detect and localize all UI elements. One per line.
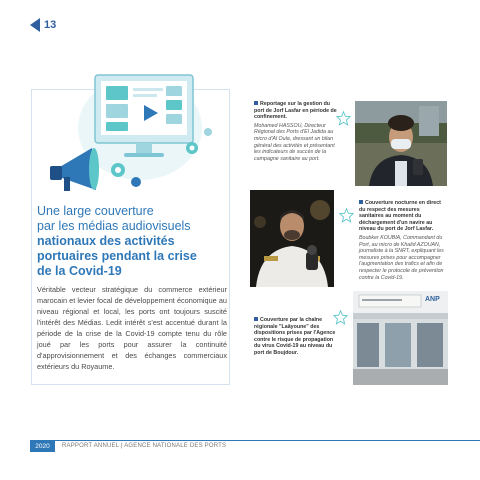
bullet-square-icon xyxy=(359,200,363,204)
page-number-marker xyxy=(30,18,56,32)
photo-director-interview xyxy=(355,101,447,186)
title-line-5: de la Covid-19 xyxy=(37,264,122,278)
caption-2-description: Boubker KOUBIA, Commandant du Port, au micro de Khalid AZOUAN, journaliste à la SNRT, expliquant les mesures prises pour accompagner l'augmentation des trafics et afin de respecter le protocole de prévention contre la Covid-19. xyxy=(359,234,444,281)
photo-boujdour-port-office xyxy=(353,291,448,385)
bullet-square-icon xyxy=(254,101,258,105)
caption-1-description: Mohamed HASSOU, Directeur Régional des Ports d'El Jadida au micro d'Al Oula, dressant un bilan général des activités et présentant les indicateurs de succès de la campagne sanitaire au port. xyxy=(254,122,335,162)
star-icon xyxy=(333,310,348,325)
photo-port-commander-interview xyxy=(250,190,334,287)
body-paragraph: Véritable vecteur stratégique du commerce extérieur marocain et levier focal de développement économique au niveau régional et local, les ports ont toujours suscité l'intérêt des Médias. Ledit intérêt s'est accentué durant la période de la crise de la Covid-19 compte tenu du rôle joué par les ports pour assurer la continuité d'approvisionnement et des échanges commerciaux extérieurs du Royaume. xyxy=(37,285,227,371)
title-line-2: par les médias audiovisuels xyxy=(37,219,191,233)
title-line-3: nationaux des activités xyxy=(37,234,175,248)
star-icon xyxy=(339,208,354,223)
footer-rule xyxy=(30,440,480,441)
bullet-square-icon xyxy=(254,317,258,321)
building-illustration xyxy=(353,291,448,385)
section-title xyxy=(37,204,227,279)
caption-3-title: Couverture par la chaîne régionale "Laâyoune" des dispositions prises par l'Agence contre le risque de propagation du virus Covid-19 au niveau du port de Boujdour. xyxy=(254,317,336,356)
page-number-triangle-icon xyxy=(30,18,40,32)
star-icon xyxy=(336,111,351,126)
footer-year: 2020 xyxy=(30,441,55,452)
title-line-4: portuaires pendant la crise xyxy=(37,249,197,263)
footer-text: RAPPORT ANNUEL | AGENCE NATIONALE DES PORTS xyxy=(62,443,227,449)
title-line-1: Une large couverture xyxy=(37,204,154,218)
caption-2 xyxy=(359,200,445,281)
caption-1-title: Reportage sur la gestion du port de Jorf Lasfar en période de confinement. xyxy=(254,101,337,121)
caption-1 xyxy=(254,101,338,162)
anp-sign: ANP xyxy=(425,296,440,303)
media-broadcast-illustration xyxy=(40,50,225,200)
caption-2-title: Couverture nocturne en direct du respect des mesures sanitaires au moment du déchargement d'un navire au niveau du port de Jorf Lasfar. xyxy=(359,200,441,233)
page-number: 13 xyxy=(44,19,57,31)
caption-3 xyxy=(254,317,338,357)
